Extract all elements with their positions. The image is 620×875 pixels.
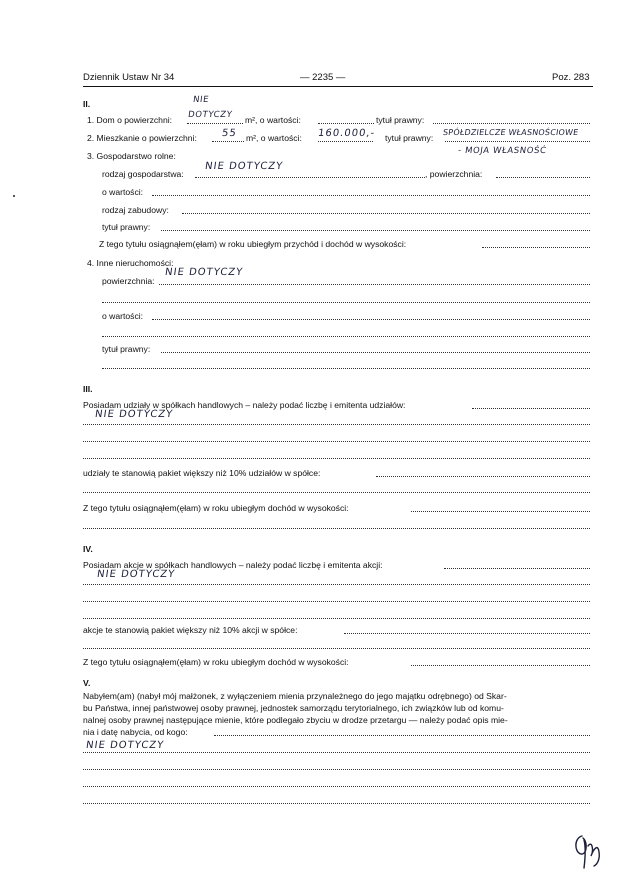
item3-type-label: rodzaj gospodarstwa: (102, 169, 184, 179)
section-v-paragraph (83, 690, 588, 738)
item2-area-field (212, 141, 244, 142)
item3-income-field (482, 247, 590, 248)
section-v-line-4: nia i datę nabycia, od kogo: (83, 727, 188, 737)
item3-value-field (152, 195, 590, 196)
section-iii-handwritten: NIE DOTYCZY (94, 409, 174, 420)
section-iv-handwritten: NIE DOTYCZY (96, 569, 176, 580)
section-iv-line-4 (83, 648, 590, 649)
margin-mark (13, 195, 15, 197)
item4-handwritten-area: NIE DOTYCZY (164, 267, 244, 278)
section-v-line-6 (83, 769, 590, 770)
section-iv-income-label: Z tego tytułu osiągnąłem(ęłam) w roku ubiegłym dochód w wysokości: (83, 657, 349, 667)
section-iii-line-4 (83, 492, 590, 493)
item3-value-label: o wartości: (102, 187, 144, 197)
section-v-handwritten: NIE DOTYCZY (85, 740, 165, 751)
item2-unit-label: m², o wartości: (246, 133, 302, 143)
section-iii-shares-label: Posiadam udziały w spółkach handlowych – należy podać liczbę i emitenta udziałów: (83, 400, 406, 410)
section-iii-line-5 (83, 528, 590, 529)
item2-handwritten-title: SPÓŁDZIELCZE WŁASNOŚCIOWE (442, 128, 580, 137)
section-v-line-1: Nabyłem(am) (nabył mój małżonek, z wyłączeniem mienia przynależnego do jego majątku odrębnego) od Skar- (83, 691, 507, 701)
item3-type-field (195, 177, 425, 178)
item1-handwritten-nie: NIE (192, 95, 210, 105)
section-iii-over10-label: udziały te stanowią pakiet większy niż 10% udziałów w spółce: (83, 468, 321, 478)
initials-signature (572, 830, 606, 870)
section-iv-line-3 (83, 618, 590, 619)
page-number: — 2235 — (300, 72, 346, 83)
item4-area-field-2 (102, 302, 590, 303)
item4-label: 4. Inne nieruchomości: (87, 258, 174, 268)
item3-income-label: Z tego tytułu osiągnąłem(ęłam) w roku ubiegłym przychód i dochód w wysokości: (99, 239, 407, 249)
item4-value-field-2 (102, 336, 590, 337)
item2-label: 2. Mieszkanie o powierzchni: (87, 133, 197, 143)
section-v-line-2: bu Państwa, innej państwowej osoby prawnej, jednostek samorządu terytorialnego, ich związków lub od komu- (83, 703, 504, 713)
section-iv-line-2 (83, 601, 590, 602)
section-iv-heading: IV. (83, 544, 93, 554)
item3-title-label: tytuł prawny: (102, 222, 151, 232)
item1-area-field (187, 123, 243, 124)
section-v-from-field (214, 735, 590, 736)
section-iv-over10-field (344, 633, 590, 634)
section-iv-income-field (411, 665, 590, 666)
section-iv-over10-label: akcje te stanowią pakiet większy niż 10% akcji w spółce: (83, 625, 298, 635)
journal-name: Dziennik Ustaw Nr 34 (83, 72, 175, 83)
section-v-line-7 (83, 786, 590, 787)
item1-title-label: tytuł prawny: (376, 115, 425, 125)
item2-handwritten-value: 160.000,- (317, 128, 376, 139)
item4-area-field (159, 284, 590, 285)
item2-handwritten-title-2: - MOJA WŁASNOŚĆ (457, 146, 548, 156)
header-rule (83, 86, 593, 87)
item3-title-field (161, 230, 590, 231)
item4-title-field-2 (102, 368, 590, 369)
section-iv-line-1 (83, 584, 590, 585)
item2-handwritten-area: 55 (221, 128, 238, 139)
item2-value-field (318, 141, 373, 142)
item3-building-field (182, 213, 590, 214)
section-iii-heading: III. (83, 384, 93, 394)
section-iv-stocks-field (444, 568, 590, 569)
section-iii-line-3 (83, 458, 590, 459)
item2-title-field (445, 141, 590, 142)
section-ii-heading: II. (83, 99, 91, 109)
item1-title-field (433, 123, 590, 124)
item3-area-label: , powierzchnia: (425, 169, 483, 179)
item2-title-label: tytuł prawny: (385, 133, 434, 143)
section-iii-income-field (411, 511, 590, 512)
item3-area-field (496, 177, 590, 178)
item1-value-field (318, 123, 374, 124)
item3-handwritten-type: NIE DOTYCZY (204, 161, 284, 172)
item4-value-field (152, 319, 590, 320)
item3-building-label: rodzaj zabudowy: (102, 205, 169, 215)
item4-area-label: powierzchnia: (102, 276, 155, 286)
section-v-line-3: nalnej osoby prawnej następujące mienie, które podlegało zbyciu w drodze przetargu — należy podać opis mie- (83, 715, 508, 725)
section-v-line-5 (83, 752, 590, 753)
section-iv-stocks-label: Posiadam akcje w spółkach handlowych – należy podać liczbę i emitenta akcji: (83, 560, 383, 570)
item4-title-field (161, 352, 590, 353)
item1-unit-label: m², o wartości: (245, 115, 301, 125)
section-v-line-8 (83, 803, 590, 804)
section-iii-income-label: Z tego tytułu osiągnąłem(ęłam) w roku ubiegłym dochód w wysokości: (83, 503, 349, 513)
item3-label: 3. Gospodarstwo rolne: (87, 151, 176, 161)
section-iii-over10-field (376, 476, 590, 477)
section-iii-line-1 (83, 424, 590, 425)
item1-label: 1. Dom o powierzchni: (87, 115, 173, 125)
position-number: Poz. 283 (552, 72, 590, 83)
section-iii-shares-field (472, 408, 590, 409)
section-v-heading: V. (83, 678, 91, 688)
item4-title-label: tytuł prawny: (102, 344, 151, 354)
section-iii-line-2 (83, 441, 590, 442)
item4-value-label: o wartości: (102, 311, 144, 321)
item1-handwritten-area: DOTYCZY (187, 110, 234, 120)
